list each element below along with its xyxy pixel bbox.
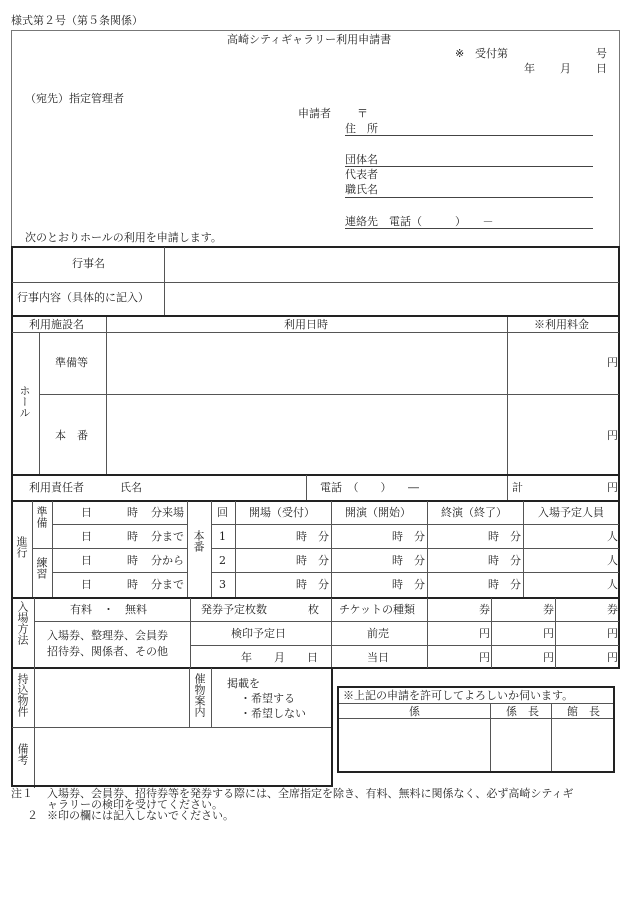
round-minute: 分 — [414, 554, 425, 567]
listing-option-yes[interactable]: ・希望する — [240, 692, 295, 705]
divider — [40, 394, 619, 395]
same-day-yen: 円 — [479, 651, 490, 664]
ticket-type-label: チケットの種類 — [339, 603, 416, 616]
ticket-types-line1[interactable]: 入場券、整理券、会員券 — [47, 629, 168, 642]
representative-label: 代表者 — [345, 168, 378, 181]
divider — [52, 572, 187, 573]
note2-number: ２ — [27, 809, 38, 822]
round-minute: 分 — [318, 578, 329, 591]
date-day: 日 — [596, 62, 607, 75]
divider — [491, 598, 492, 668]
round-minute: 分 — [510, 530, 521, 543]
divider — [32, 501, 33, 597]
divider — [331, 501, 332, 597]
address-label: 住 所 — [345, 122, 378, 135]
schedule-day: 日 — [81, 506, 92, 519]
col-end-header: 終演（終了） — [441, 506, 507, 519]
contact-label: 連絡先 電話（ ） － — [345, 215, 494, 228]
divider — [12, 282, 619, 283]
divider — [490, 704, 491, 771]
hall-label: ホール — [18, 385, 31, 418]
round-number: 1 — [219, 530, 226, 543]
col-attendance-header: 入場予定人員 — [538, 506, 604, 519]
divider — [339, 718, 613, 719]
note1-number: 注１ — [11, 787, 33, 800]
total-unit: 円 — [607, 481, 618, 494]
ticket-types-line2[interactable]: 招待券、関係者、その他 — [47, 645, 168, 658]
event-name-label: 行事名 — [72, 257, 105, 270]
divider — [211, 668, 212, 727]
schedule-hour: 時 — [127, 554, 138, 567]
round-minute: 分 — [510, 554, 521, 567]
advance-yen: 円 — [543, 627, 554, 640]
manager-label: 利用責任者 — [29, 481, 84, 494]
divider — [33, 548, 187, 549]
round-hour: 時 — [392, 554, 403, 567]
main-datetime-field[interactable] — [108, 396, 506, 473]
round-hour: 時 — [296, 578, 307, 591]
main-performance-label: 本番 — [192, 530, 205, 552]
round-number: 3 — [219, 578, 226, 591]
round-hour: 時 — [488, 554, 499, 567]
divider — [189, 668, 190, 727]
schedule-minute: 分から — [151, 554, 184, 567]
date-year: 年 — [524, 62, 535, 75]
divider — [211, 572, 619, 573]
schedule-hour: 時 — [127, 530, 138, 543]
divider — [12, 500, 619, 502]
round-hour: 時 — [392, 530, 403, 543]
col-fee-header: ※利用料金 — [534, 318, 589, 331]
prep-row-label: 準備等 — [55, 356, 88, 369]
postal-mark: 〒 — [357, 107, 368, 120]
event-name-field[interactable] — [166, 248, 618, 281]
receipt-suffix: 号 — [596, 47, 607, 60]
address-field[interactable] — [345, 135, 593, 136]
divider — [331, 598, 332, 668]
receipt-number-field[interactable] — [512, 46, 592, 60]
round-hour: 時 — [296, 530, 307, 543]
prep-fee-unit: 円 — [607, 356, 618, 369]
schedule-minute: 分まで — [151, 578, 184, 591]
intro-text: 次のとおりホールの利用を申請します。 — [25, 231, 222, 244]
note1-line1: 入場券、会員券、招待券等を発券する際には、全席指定を除き、有料、無料に関係なく、必ず高崎シティギ — [47, 787, 574, 800]
round-minute: 分 — [414, 530, 425, 543]
receipt-label: 受付第 — [475, 47, 508, 60]
title-name-label: 職氏名 — [345, 183, 378, 196]
stamp-date-label: 検印予定日 — [231, 627, 286, 640]
divider — [12, 474, 619, 476]
contact-field[interactable] — [345, 228, 593, 229]
schedule-minute: 分まで — [151, 530, 184, 543]
round-attendance-unit: 人 — [607, 554, 618, 567]
remarks-field[interactable] — [36, 729, 330, 784]
ticket-type-unit: 券 — [607, 603, 618, 616]
round-minute: 分 — [318, 530, 329, 543]
schedule-hour: 時 — [127, 578, 138, 591]
ticket-type-unit: 券 — [543, 603, 554, 616]
divider — [12, 332, 619, 333]
round-attendance-unit: 人 — [607, 578, 618, 591]
divider — [211, 501, 212, 597]
note2-text: ※印の欄には記入しないでください。 — [47, 809, 234, 822]
group-name-label: 団体名 — [345, 153, 378, 166]
divider — [211, 548, 619, 549]
ticket-count-label: 発券予定枚数 — [201, 603, 267, 616]
main-row-label: 本 番 — [55, 429, 88, 442]
same-day-label: 当日 — [367, 651, 389, 664]
group-name-field[interactable] — [345, 166, 593, 167]
receipt-mark: ※ — [455, 47, 465, 60]
prep-datetime-field[interactable] — [108, 334, 506, 393]
same-day-yen: 円 — [607, 651, 618, 664]
manager-phone-label: 電話 （ ） ― — [320, 481, 419, 494]
rehearsal-label: 練習 — [35, 557, 48, 579]
divider — [39, 333, 40, 475]
divider — [35, 621, 619, 622]
schedule-hour: 時 — [127, 506, 138, 519]
round-hour: 時 — [488, 578, 499, 591]
prep-label: 準備 — [35, 506, 48, 528]
event-content-label: 行事内容（具体的に記入） — [17, 291, 149, 304]
divider — [235, 501, 236, 597]
divider — [190, 598, 191, 668]
round-number: 2 — [219, 554, 226, 567]
admission-label: 入場方法 — [16, 601, 29, 645]
round-hour: 時 — [488, 530, 499, 543]
note1-line2: ャラリーの検印を受けてください。 — [47, 798, 223, 811]
event-guide-label: 催物案内 — [193, 673, 206, 717]
round-attendance-unit: 人 — [607, 530, 618, 543]
main-fee-unit: 円 — [607, 429, 618, 442]
divider — [555, 598, 556, 668]
addressee: （宛先）指定管理者 — [25, 92, 124, 105]
divider — [12, 597, 619, 599]
col-doors-header: 開場（受付） — [249, 506, 315, 519]
round-hour: 時 — [392, 578, 403, 591]
approval-col-director: 館 長 — [567, 705, 600, 718]
divider — [187, 501, 188, 597]
advance-yen: 円 — [479, 627, 490, 640]
event-content-field[interactable] — [166, 284, 618, 314]
divider — [507, 317, 508, 500]
divider — [12, 727, 331, 728]
divider — [106, 317, 107, 475]
divider — [306, 475, 307, 500]
divider — [427, 598, 428, 668]
schedule-day: 日 — [81, 578, 92, 591]
remarks-label: 備考 — [16, 743, 29, 765]
col-round-header: 回 — [217, 506, 228, 519]
manager-name-label: 氏名 — [120, 481, 142, 494]
stamp-date-value: 年 月 日 — [241, 651, 318, 664]
divider — [427, 501, 428, 597]
ticket-type-unit: 券 — [479, 603, 490, 616]
round-minute: 分 — [510, 578, 521, 591]
round-hour: 時 — [296, 554, 307, 567]
divider — [12, 315, 619, 317]
form-number: 様式第２号（第５条関係） — [11, 14, 143, 27]
divider — [52, 524, 187, 525]
schedule-day: 日 — [81, 530, 92, 543]
paid-free-option[interactable]: 有料 ・ 無料 — [70, 603, 147, 616]
divider — [339, 703, 613, 704]
advance-yen: 円 — [607, 627, 618, 640]
date-month: 月 — [560, 62, 571, 75]
belongings-field[interactable] — [36, 669, 188, 726]
round-minute: 分 — [414, 578, 425, 591]
divider — [551, 704, 552, 771]
schedule-day: 日 — [81, 554, 92, 567]
approval-title: ※上記の申請を許可してよろしいか伺います。 — [343, 689, 574, 702]
divider — [211, 524, 619, 525]
approval-col-chief: 係 長 — [506, 705, 539, 718]
divider — [523, 501, 524, 597]
listing-label: 掲載を — [227, 677, 260, 690]
same-day-yen: 円 — [543, 651, 554, 664]
form-title: 高崎シティギャラリー利用申請書 — [227, 33, 392, 46]
divider — [191, 645, 619, 646]
schedule-minute: 分来場 — [151, 506, 184, 519]
col-facility-header: 利用施設名 — [29, 318, 84, 331]
advance-label: 前売 — [367, 627, 389, 640]
round-minute: 分 — [318, 554, 329, 567]
col-datetime-header: 利用日時 — [284, 318, 328, 331]
title-name-field[interactable] — [345, 197, 593, 198]
progress-label: 進行 — [15, 536, 28, 558]
listing-option-no[interactable]: ・希望しない — [240, 707, 306, 720]
approval-col-staff: 係 — [409, 705, 420, 718]
divider — [52, 501, 53, 597]
col-start-header: 開演（開始） — [345, 506, 411, 519]
belongings-label: 持込物件 — [16, 673, 29, 717]
applicant-label: 申請者 — [298, 107, 331, 120]
total-label: 計 — [512, 481, 523, 494]
ticket-count-unit: 枚 — [308, 603, 319, 616]
